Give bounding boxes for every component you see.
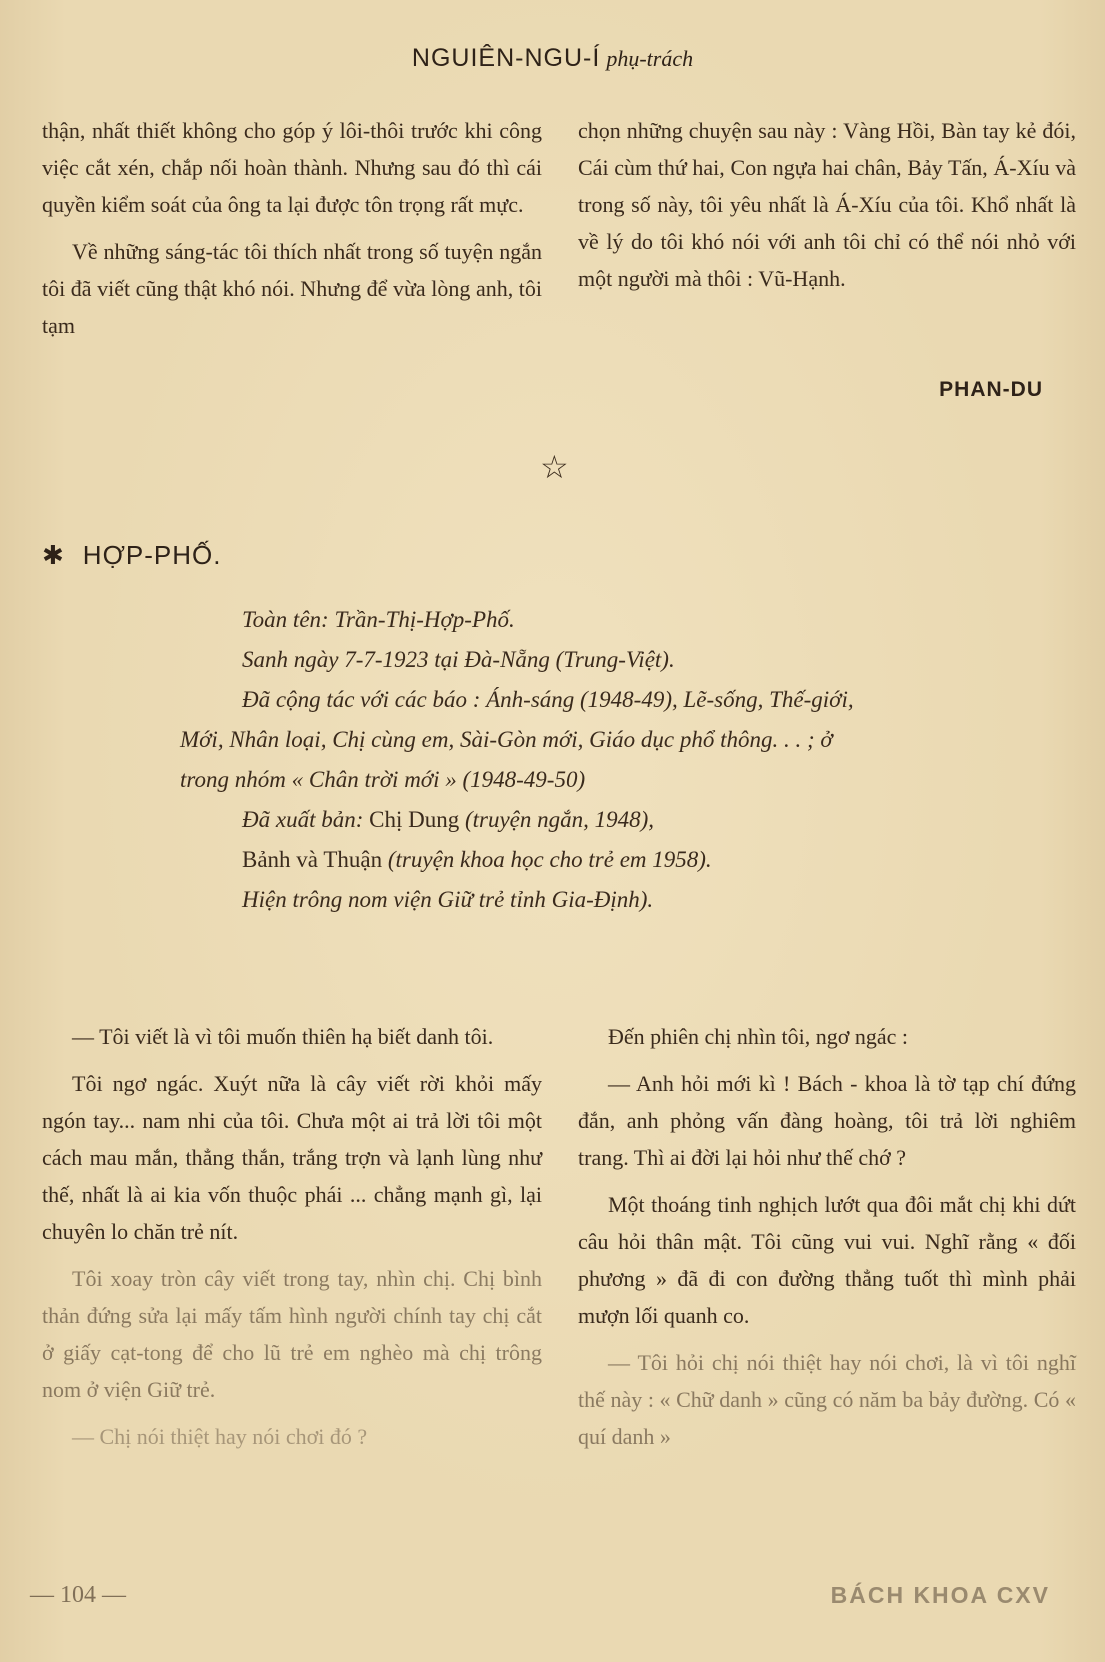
- bio-published-1: [242, 800, 1070, 840]
- section-title-text: HỢP-PHỐ.: [82, 540, 222, 570]
- publication-name: BÁCH KHOA CXV: [830, 1582, 1050, 1608]
- bio-full-name: [242, 600, 1070, 640]
- bio-published-title-2: Bảnh và Thuận: [242, 847, 383, 872]
- bio-full-name-value: Trần-Thị-Hợp-Phố.: [334, 607, 515, 632]
- bio-born: [242, 640, 1070, 680]
- top-right-column: [578, 112, 1076, 297]
- section-title: [42, 540, 221, 571]
- header-author: NGUIÊN-NGU-Í: [411, 44, 601, 72]
- bio-collab-2-text: Mới, Nhân loại, Chị cùng em, Sài-Gòn mới, Giáo dục phổ thông. . . ; ở: [180, 727, 833, 752]
- header-role: phụ-trách: [606, 46, 694, 71]
- bio-current: [242, 880, 1070, 920]
- bio-collab-3: [180, 760, 1070, 800]
- paragraph: — Anh hỏi mới kì ! Bách - khoa là tờ tạp chí đứng đắn, anh phỏng vấn đàng hoàng, tôi trả lời nghiêm trang. Thì ai đời lại hỏi như thế chớ ?: [578, 1071, 1076, 1170]
- page-number: — 104 —: [30, 1582, 126, 1608]
- author-bio: [180, 600, 1070, 920]
- bio-published-label: Đã xuất bản:: [242, 807, 364, 832]
- paragraph: Đến phiên chị nhìn tôi, ngơ ngác :: [608, 1024, 909, 1049]
- bio-published-note-2: (truyện khoa học cho trẻ em 1958).: [387, 847, 712, 872]
- bottom-left-column: [42, 1018, 542, 1455]
- author-signature: PHAN-DU: [939, 378, 1043, 401]
- paragraph: Về những sáng-tác tôi thích nhất trong số tuyện ngắn tôi đã viết cũng thật khó nói. Nhưng để vừa lòng anh, tôi tạm: [42, 239, 542, 338]
- top-left-column: [42, 112, 542, 344]
- bio-collab-1: [242, 680, 1070, 720]
- bio-published-2: [242, 840, 1070, 880]
- paragraph: chọn những chuyện sau này : Vàng Hồi, Bàn tay kẻ đói, Cái cùm thứ hai, Con ngựa hai chân, Bảy Tấn, Á-Xíu và trong số này, tôi yêu nhất là Á-Xíu của tôi. Khổ nhất là về lý do tôi khó nói với anh tôi chỉ có thể nói nhỏ với một người mà thôi : Vũ-Hạnh.: [578, 118, 1076, 291]
- paragraph: — Tôi hỏi chị nói thiệt hay nói chơi, là vì tôi nghĩ thế này : « Chữ danh » cũng có năm ba bảy đường. Có « quí danh »: [578, 1350, 1076, 1449]
- bio-current-text: Hiện trông nom viện Giữ trẻ tỉnh Gia-Định).: [242, 887, 654, 912]
- paragraph: Tôi xoay tròn cây viết trong tay, nhìn chị. Chị bình thản đứng sửa lại mấy tấm hình người chính tay chị cắt ở giấy cạt-tong để cho lũ trẻ em nghèo mà chị trông nom ở viện Giữ trẻ.: [42, 1266, 542, 1402]
- bio-full-name-label: Toàn tên:: [242, 607, 329, 632]
- star-divider-icon: ☆: [540, 448, 569, 486]
- bio-collab-2: [180, 720, 1070, 760]
- paragraph: thận, nhất thiết không cho góp ý lôi-thôi trước khi công việc cắt xén, chắp nối hoàn thành. Nhưng sau đó thì cái quyền kiểm soát của ông ta lại được tôn trọng rất mực.: [42, 118, 542, 217]
- paragraph: Tôi ngơ ngác. Xuýt nữa là cây viết rời khỏi mấy ngón tay... nam nhi của tôi. Chưa một ai trả lời tôi một cách mau mắn, thẳng thắn, trắng trợn và lạnh lùng như thế, nhất là ai kia vốn thuộc phái ... chẳng mạnh gì, lại chuyên lo chăn trẻ nít.: [42, 1071, 542, 1244]
- paragraph: — Chị nói thiệt hay nói chơi đó ?: [72, 1424, 368, 1449]
- bio-published-note-1: (truyện ngắn, 1948),: [464, 807, 655, 832]
- bio-published-title-1: Chị Dung: [369, 807, 460, 832]
- bio-collab-1-text: Đã cộng tác với các báo : Ánh-sáng (1948-49), Lẽ-sống, Thế-giới,: [242, 687, 854, 712]
- bottom-right-column: [578, 1018, 1076, 1455]
- page-header: [0, 44, 1105, 73]
- bio-born-text: Sanh ngày 7-7-1923 tại Đà-Nẵng (Trung-Việt).: [242, 647, 675, 672]
- paragraph: — Tôi viết là vì tôi muốn thiên hạ biết danh tôi.: [72, 1024, 494, 1049]
- paragraph: Một thoáng tinh nghịch lướt qua đôi mắt chị khi dứt câu hỏi thân mật. Tôi cũng vui vui. Nghĩ rằng « đối phương » đã đi con đường thẳng tuốt thì mình phải mượn lối quanh co.: [578, 1192, 1076, 1328]
- bio-collab-3-text: trong nhóm « Chân trời mới » (1948-49-50): [180, 767, 586, 792]
- asterisk-icon: ✱: [42, 541, 65, 571]
